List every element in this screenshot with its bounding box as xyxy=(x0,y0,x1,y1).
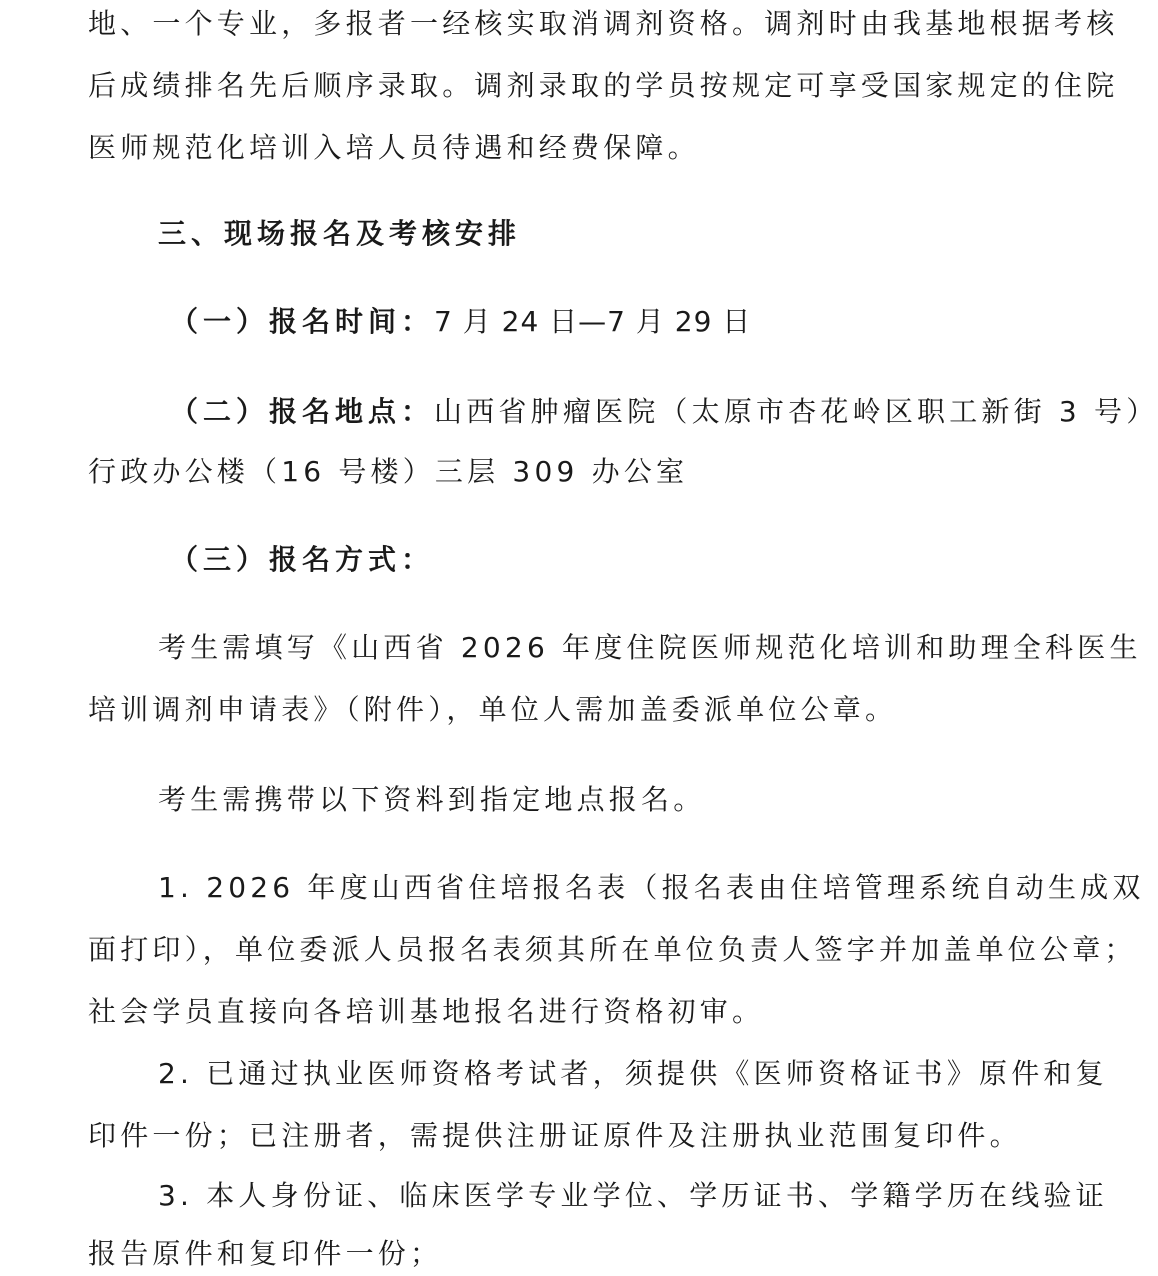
paragraph-line: 地、一个专业，多报者一经核实取消调剂资格。调剂时由我基地根据考核 xyxy=(88,7,1119,40)
registration-place xyxy=(170,392,1158,432)
paragraph-line: 后成绩排名先后顺序录取。调剂录取的学员按规定可享受国家规定的住院 xyxy=(88,69,1119,102)
registration-method-label: （三）报名方式： xyxy=(170,543,435,576)
registration-place-continued: 行政办公楼（16 号楼）三层 309 办公室 xyxy=(88,455,689,488)
registration-place-value: 山西省肿瘤医院（太原市杏花岭区职工新街 3 号） xyxy=(434,395,1158,428)
paragraph-line: 培训调剂申请表》（附件），单位人需加盖委派单位公章。 xyxy=(88,693,898,726)
section-heading: 三、现场报名及考核安排 xyxy=(158,217,522,250)
registration-time-value: 7 月 24 日—7 月 29 日 xyxy=(434,305,752,338)
registration-time xyxy=(170,302,751,342)
registration-place-label: （二）报名地点： xyxy=(170,395,435,428)
paragraph-line: 考生需填写《山西省 2026 年度住院医师规范化培训和助理全科医生 xyxy=(158,631,1142,664)
paragraph-line: 考生需携带以下资料到指定地点报名。 xyxy=(158,783,706,816)
paragraph-line: 医师规范化培训入培人员待遇和经费保障。 xyxy=(88,131,700,164)
list-item-1: 1. 2026 年度山西省住培报名表（报名表由住培管理系统自动生成双 xyxy=(158,871,1145,904)
list-item-1-continued: 面打印），单位委派人员报名表须其所在单位负责人签字并加盖单位公章； xyxy=(88,933,1137,966)
list-item-2: 2. 已通过执业医师资格考试者，须提供《医师资格证书》原件和复 xyxy=(158,1057,1108,1090)
list-item-3-continued: 报告原件和复印件一份； xyxy=(88,1237,443,1270)
list-item-3: 3. 本人身份证、临床医学专业学位、学历证书、学籍学历在线验证 xyxy=(158,1179,1108,1212)
registration-time-label: （一）报名时间： xyxy=(170,305,435,338)
list-item-2-continued: 印件一份；已注册者，需提供注册证原件及注册执业范围复印件。 xyxy=(88,1119,1022,1152)
list-item-1-continued: 社会学员直接向各培训基地报名进行资格初审。 xyxy=(88,995,765,1028)
